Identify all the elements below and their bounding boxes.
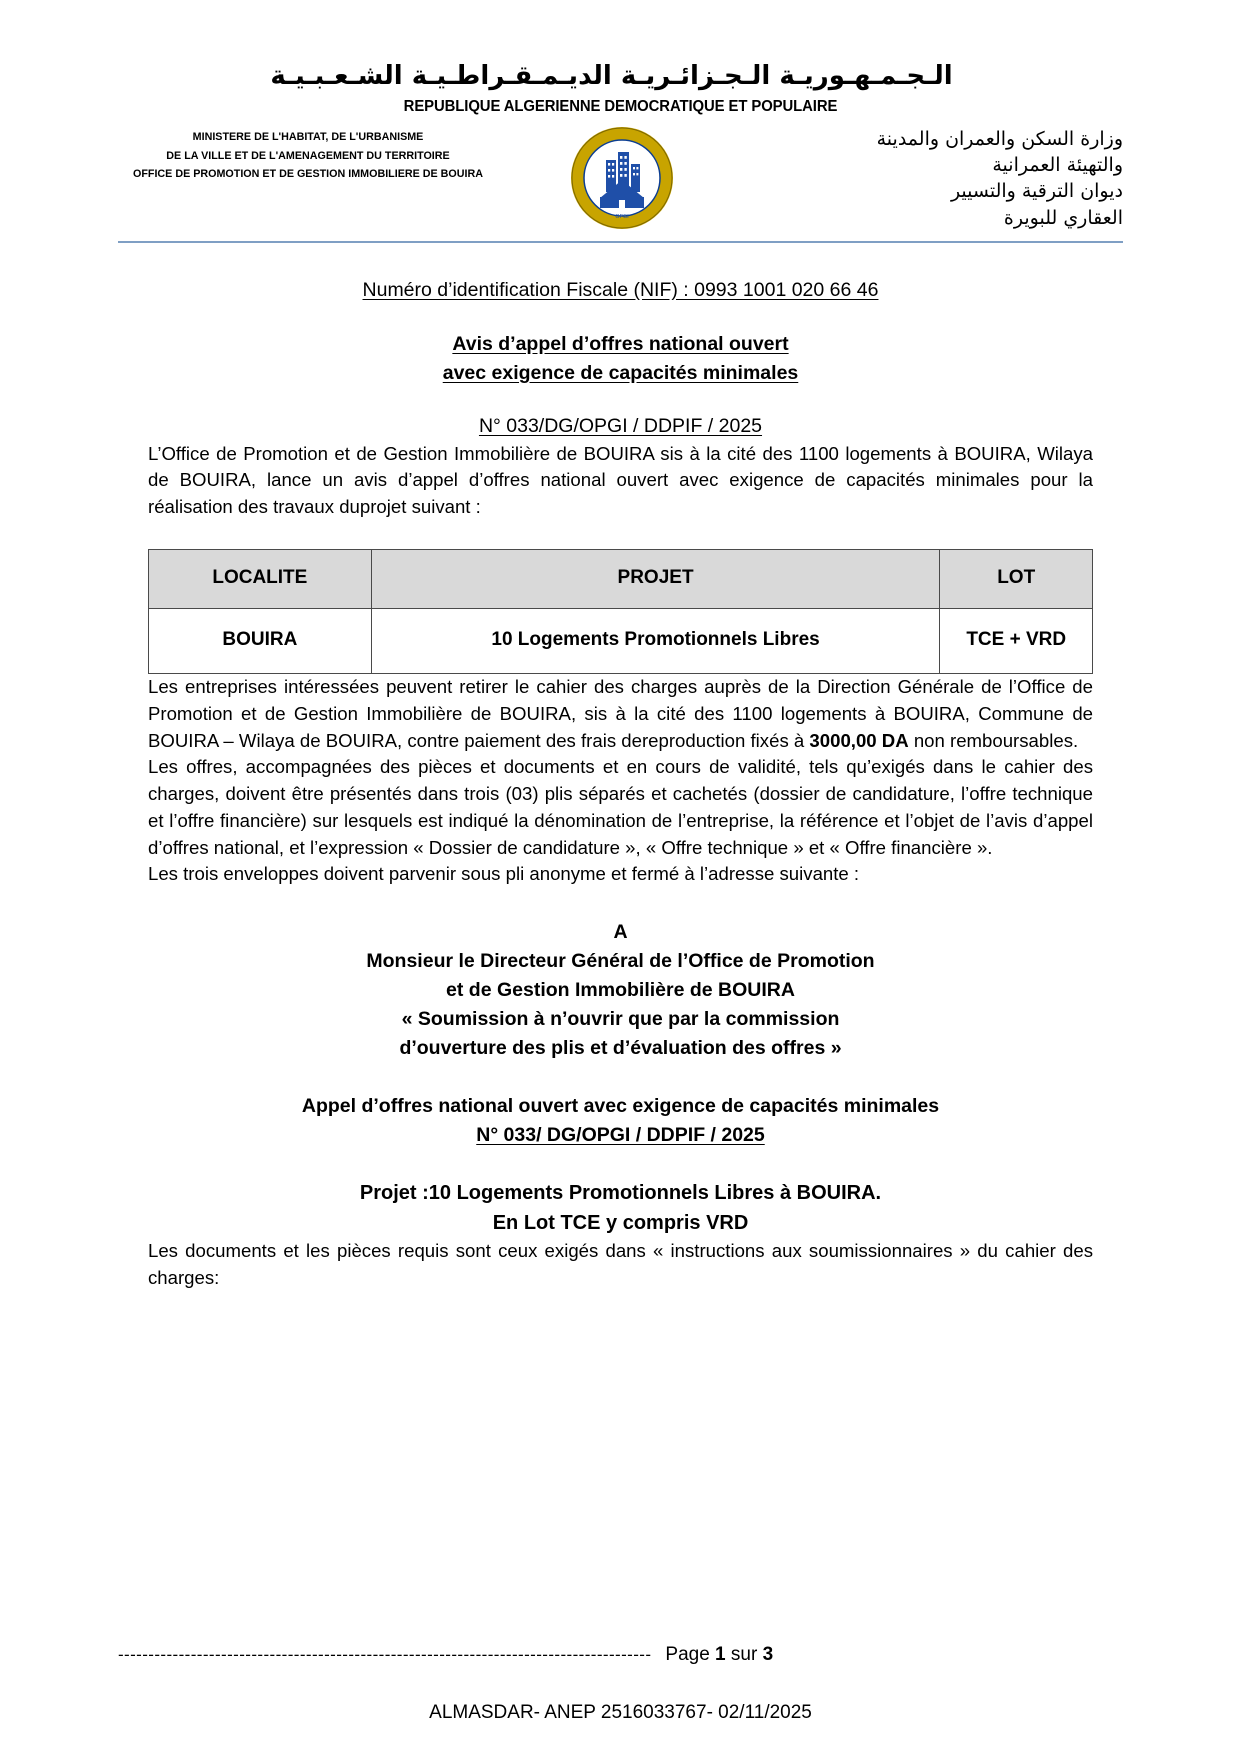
projet-line-1: Projet :10 Logements Promotionnels Libres à BOUIRA. xyxy=(359,1182,882,1205)
page-indicator xyxy=(665,1644,773,1666)
lots-table xyxy=(148,549,1093,674)
enveloppes-paragraph: Les trois enveloppes doivent parvenir sous pli anonyme et fermé à l’adresse suivante : xyxy=(148,863,860,885)
cell-lot: TCE + VRD xyxy=(940,608,1093,673)
opgi-seal-icon xyxy=(570,126,674,230)
projet-block xyxy=(148,1178,1093,1238)
appel-line-1: Appel d’offres national ouvert avec exigence de capacités minimales xyxy=(301,1095,940,1118)
retrait-text-part1: Les entreprises intéressées peuvent retirer le cahier des charges auprès de la Direction Générale de l’Office de Promotion et de Gestion Immobilière de BOUIRA, sis à la cité des 1100 logements à BOUIRA, Commune de BOUIRA – Wilaya de BOUIRA, contre paiement des frais dereproduction fixés à xyxy=(148,675,1093,751)
nif-text: Numéro d’identification Fiscale (NIF) : 0993 1001 020 66 46 xyxy=(362,278,879,301)
column-header-projet: PROJET xyxy=(371,549,940,608)
arabic-ministry-line-1: وزارة السكن والعمران والمدينة xyxy=(876,127,1123,150)
header-divider xyxy=(118,241,1123,243)
appel-block xyxy=(148,1092,1093,1150)
address-line-3: « Soumission à n’ouvrir que par la commission xyxy=(401,1007,840,1030)
document-title xyxy=(148,330,1093,387)
header-columns xyxy=(118,124,1123,231)
retrait-text-part2: non remboursables. xyxy=(908,729,1079,751)
footer-dashes: ---------------------------------------------------------------------------------------- xyxy=(118,1645,652,1664)
column-header-localite: LOCALITE xyxy=(149,549,372,608)
ministry-line-3: OFFICE DE PROMOTION ET DE GESTION IMMOBILIERE DE BOUIRA xyxy=(132,168,483,181)
ministry-line-1: MINISTERE DE L'HABITAT, DE L'URBANISME xyxy=(192,130,424,143)
page-total: 3 xyxy=(762,1644,774,1665)
offres-paragraph: Les offres, accompagnées des pièces et documents et en cours de validité, tels qu’exigés dans le cahier des charges, doivent être présentés dans trois (03) plis séparés et cachetés (dossier de candidature, l’offre technique et l’offre financière) sur lesquels est indiqué la dénomination de l’entreprise, la référence et l’objet de l’avis d’appel d’offres national, et l’expression « Dossier de candidature », « Offre technique » et « Offre financière ». xyxy=(148,756,1093,858)
address-letter-a: A xyxy=(613,921,628,944)
page-number: 1 xyxy=(715,1644,726,1665)
ministry-block-arabic xyxy=(745,124,1123,231)
table-row xyxy=(149,608,1093,673)
reference-number xyxy=(148,413,1093,441)
retrait-paragraph xyxy=(148,674,1093,754)
anep-reference: ALMASDAR- ANEP 2516033767- 02/11/2025 xyxy=(429,1702,812,1723)
cell-localite: BOUIRA xyxy=(149,608,372,673)
page-middle: sur xyxy=(725,1644,763,1665)
address-line-4: d’ouverture des plis et d’évaluation des offres » xyxy=(399,1036,842,1059)
french-republic-title: REPUBLIQUE ALGERIENNE DEMOCRATIQUE ET POPULAIRE xyxy=(403,97,838,115)
arabic-ministry-line-3: ديوان الترقية والتسيير xyxy=(950,180,1123,203)
column-header-lot: LOT xyxy=(940,549,1093,608)
retrait-amount: 3000,00 DA xyxy=(809,729,909,751)
document-footer xyxy=(0,1644,1241,1754)
svg-text:OPGI: OPGI xyxy=(614,213,629,220)
document-header xyxy=(0,0,1241,231)
document-body xyxy=(0,277,1241,1292)
arabic-republic-title: الـجـمـهـوريـة الـجـزائـريـة الديـمـقـراطـيـة الشـعـبـيـة xyxy=(270,61,953,91)
address-block xyxy=(148,918,1093,1062)
documents-requis-paragraph: Les documents et les pièces requis sont ceux exigés dans « instructions aux soumissionnaires » du cahier des charges: xyxy=(148,1240,1093,1288)
reference-text: N° 033/DG/OPGI / DDPIF / 2025 xyxy=(478,414,763,437)
table-header-row xyxy=(149,549,1093,608)
address-line-2: et de Gestion Immobilière de BOUIRA xyxy=(446,978,795,1001)
address-line-1: Monsieur le Directeur Général de l’Office de Promotion xyxy=(366,949,875,972)
title-line-2: avec exigence de capacités minimales xyxy=(442,361,799,384)
intro-paragraph: L’Office de Promotion et de Gestion Immobilière de BOUIRA sis à la cité des 1100 logements à BOUIRA, Wilaya de BOUIRA, lance un avis d’appel d’offres national ouvert avec exigence de capacités minimales pour la réalisation des travaux duprojet suivant : xyxy=(148,442,1093,518)
title-line-1: Avis d’appel d’offres national ouvert xyxy=(452,333,789,356)
nif-line xyxy=(148,277,1093,305)
ministry-block-french xyxy=(128,124,489,184)
arabic-ministry-line-2: والتهيئة العمرانية xyxy=(992,154,1123,177)
appel-line-2: N° 033/ DG/OPGI / DDPIF / 2025 xyxy=(476,1124,765,1147)
arabic-ministry-line-4: العقاري للبويرة xyxy=(1003,206,1123,229)
lots-table-body xyxy=(149,608,1093,673)
opgi-logo xyxy=(562,124,682,230)
ministry-line-2: DE LA VILLE ET DE L'AMENAGEMENT DU TERRITOIRE xyxy=(166,149,450,162)
footer-page-line xyxy=(118,1644,1123,1666)
page-prefix: Page xyxy=(665,1644,716,1665)
projet-line-2: En Lot TCE y compris VRD xyxy=(492,1212,749,1235)
lots-table-head xyxy=(149,549,1093,608)
cell-projet: 10 Logements Promotionnels Libres xyxy=(371,608,940,673)
